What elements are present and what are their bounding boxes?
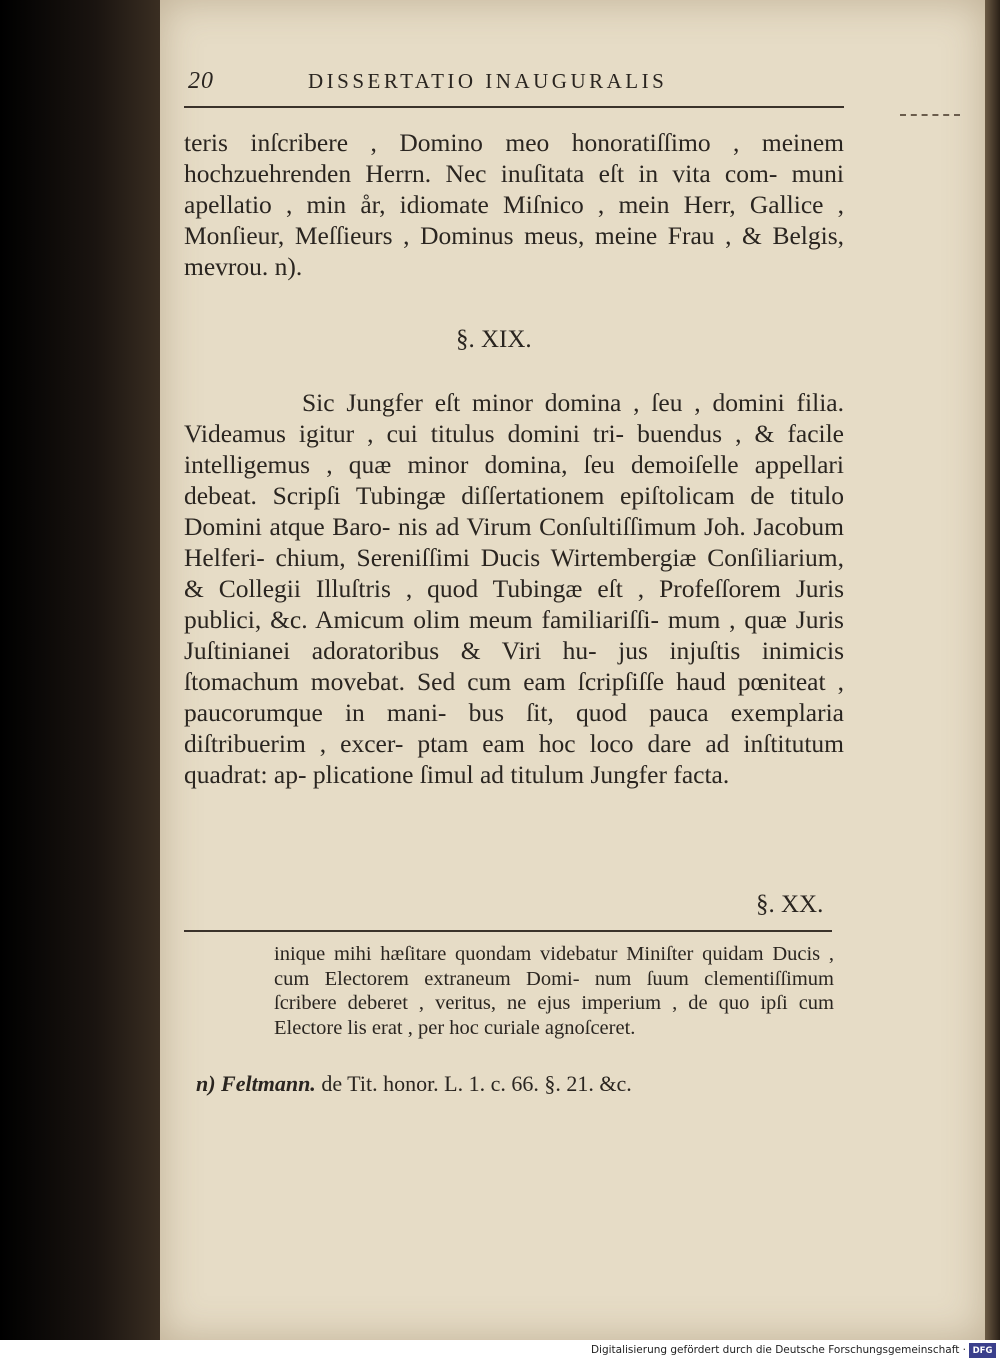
page-header (188, 68, 888, 102)
footnote-n-text: de Tit. honor. L. 1. c. 66. §. 21. &c. (321, 1071, 632, 1096)
header-rule (184, 106, 844, 108)
scan-left-margin (0, 0, 160, 1340)
footnote-n-label: n) Feltmann. (196, 1071, 316, 1096)
book-page (160, 0, 985, 1340)
section-heading-19: §. XIX. (456, 326, 532, 353)
header-rule-dash (900, 114, 960, 116)
page-number: 20 (188, 68, 214, 94)
continuation-paragraph: teris inſcribere , Domino meo honoratiſſimo , meinem hochzuehrenden Herrn. Nec inuſitata eſt in vita com- muni apellatio , min år, idiomate Miſnico , mein Herr, Gallice , Monſieur, Meſſieurs , Dominus meus, meine Frau , & Belgis, mevrou. n). (184, 128, 844, 281)
section-19-paragraph: Sic Jungfer eſt minor domina , ſeu , domini filia. Videamus igitur , cui titulus domini tri- buendus , & facile intelligemus , quæ minor domina, ſeu demoiſelle appellari debeat. Scripſi Tubingæ diſſertationem epiſtolicam de titulo Domini atque Baro- nis ad Virum Conſultiſſimum Joh. Jacobum Helferi- chium, Sereniſſimi Ducis Wirtembergiæ Conſiliarium, & Collegii Illuſtris , quod Tubingæ eſt , Profeſſorem Juris publici, &c. Amicum olim meum familiariſſi- mum , quæ Juris Juſtinianei adoratoribus & Viri hu- jus injuſtis inimicis ſtomachum movebat. Sed cum eam ſcripſiſſe haud pœniteat , paucorumque in mani- bus ſit, quod pauca exemplaria diſtribuerim , excer- ptam eam hoc loco dare ad inſtitutum quadrat: ap- plicatione ſimul ad titulum Jungfer facta. (184, 388, 844, 789)
section-catchword-20: §. XX. (756, 891, 824, 918)
running-title: DISSERTATIO INAUGURALIS (308, 69, 668, 93)
footnote-continued: inique mihi hæſitare quondam videbatur Miniſter quidam Ducis , cum Electorem extraneum Domi- num ſuum clementiſſimum ſcribere deberet , veritus, ne ejus imperium , de quo ipſi cum Electore lis erat , per hoc curiale agnoſceret. (274, 943, 834, 1039)
footnote-n (196, 1070, 836, 1098)
scan-right-margin (985, 0, 1000, 1340)
dfg-logo: DFG (969, 1343, 996, 1358)
footnote-rule (184, 930, 832, 932)
funding-credit: Digitalisierung gefördert durch die Deutsche Forschungsgemeinschaft · (590, 1344, 966, 1356)
digitization-footer (0, 1340, 1000, 1362)
